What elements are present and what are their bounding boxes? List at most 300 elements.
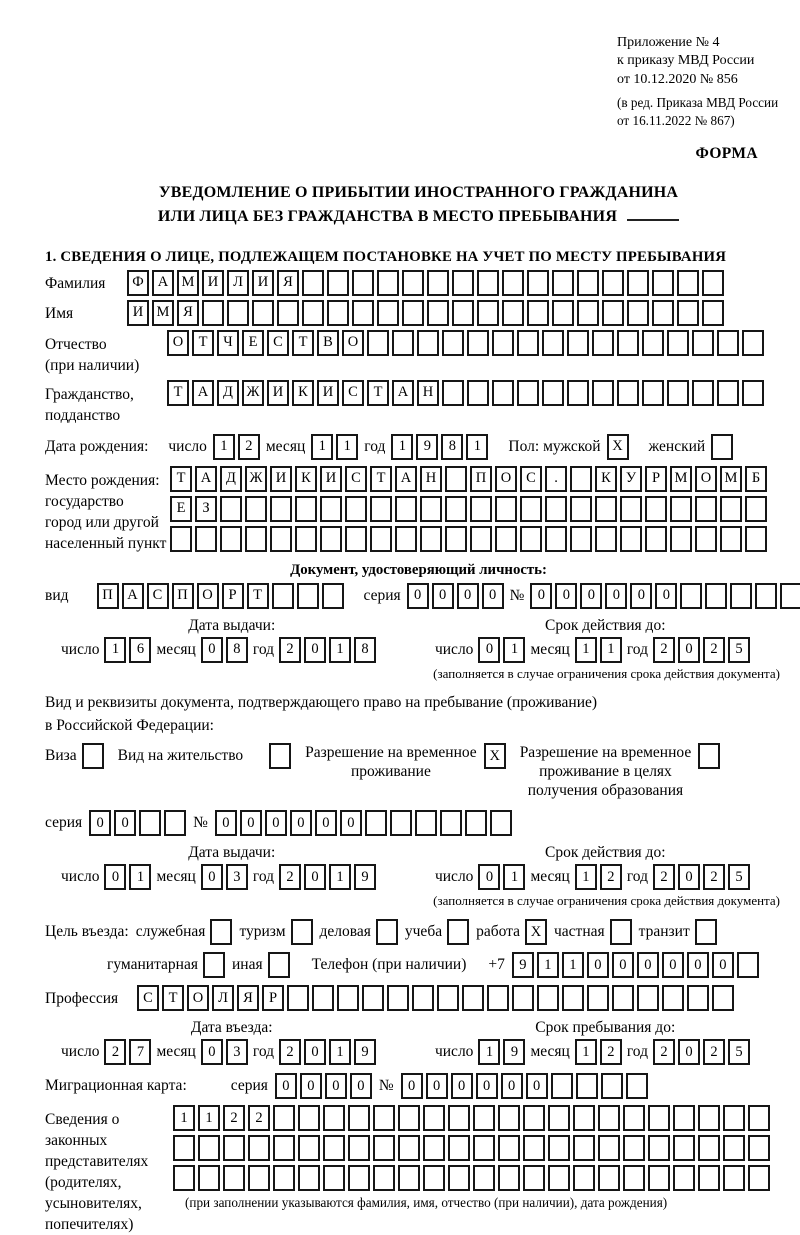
birth-place-row3-input-cell-6[interactable]	[295, 526, 317, 552]
temp-residence-education-checkbox[interactable]	[698, 743, 720, 769]
purpose-private-checkbox-cell-1[interactable]	[610, 919, 632, 945]
citizenship-input-cell-21[interactable]	[667, 380, 689, 406]
birth-place-row3-input-cell-18[interactable]	[595, 526, 617, 552]
birth-place-row1-input-cell-1[interactable]: Т	[170, 466, 192, 492]
entry-year-input-cell-2[interactable]: 0	[304, 1039, 326, 1065]
birth-day-input-cell-1[interactable]: 1	[213, 434, 235, 460]
birth-place-row2-input-cell-24[interactable]	[745, 496, 767, 522]
permit-valid-year-input-cell-3[interactable]: 2	[703, 864, 725, 890]
doc-valid-year-input-cell-1[interactable]: 2	[653, 637, 675, 663]
birth-place-row1-input-cell-14[interactable]: О	[495, 466, 517, 492]
patronymic-input-cell-24[interactable]	[742, 330, 764, 356]
residence-permit-checkbox-cell-1[interactable]	[269, 743, 291, 769]
birth-place-row1-input-cell-15[interactable]: С	[520, 466, 542, 492]
birth-place-row1-input[interactable]	[170, 466, 767, 492]
representatives-row3-input-cell-13[interactable]	[473, 1165, 495, 1191]
representatives-row1-input-cell-6[interactable]	[298, 1105, 320, 1131]
citizenship-input-cell-23[interactable]	[717, 380, 739, 406]
birth-place-row3-input-cell-11[interactable]	[420, 526, 442, 552]
birth-place-row2-input-cell-16[interactable]	[545, 496, 567, 522]
doc-number-input-cell-1[interactable]: 0	[530, 583, 552, 609]
surname-input-cell-14[interactable]	[452, 270, 474, 296]
representatives-row2-input-cell-8[interactable]	[348, 1135, 370, 1161]
doc-valid-day-input-cell-2[interactable]: 1	[503, 637, 525, 663]
stay-day-input[interactable]	[478, 1039, 525, 1065]
given-name-input-cell-5[interactable]	[227, 300, 249, 326]
male-checkbox-cell-1[interactable]: X	[607, 434, 629, 460]
entry-day-input-cell-2[interactable]: 7	[129, 1039, 151, 1065]
doc-issue-month-input-cell-2[interactable]: 8	[226, 637, 248, 663]
doc-type-input-cell-4[interactable]: П	[172, 583, 194, 609]
phone-input-cell-5[interactable]: 0	[612, 952, 634, 978]
surname-input-cell-23[interactable]	[677, 270, 699, 296]
permit-issue-month-input-cell-1[interactable]: 0	[201, 864, 223, 890]
surname-input-cell-2[interactable]: А	[152, 270, 174, 296]
doc-valid-year-input-cell-2[interactable]: 0	[678, 637, 700, 663]
representatives-row3-input-cell-12[interactable]	[448, 1165, 470, 1191]
permit-number-input-cell-6[interactable]: 0	[340, 810, 362, 836]
surname-input-cell-9[interactable]	[327, 270, 349, 296]
purpose-humanitarian-checkbox[interactable]	[203, 952, 225, 978]
profession-input-cell-7[interactable]	[287, 985, 309, 1011]
citizenship-input-cell-8[interactable]: С	[342, 380, 364, 406]
representatives-row2-input-cell-4[interactable]	[248, 1135, 270, 1161]
birth-place-row2-input-cell-10[interactable]	[395, 496, 417, 522]
representatives-row2-input-cell-9[interactable]	[373, 1135, 395, 1161]
patronymic-input-cell-6[interactable]: Т	[292, 330, 314, 356]
birth-place-row2-input-cell-18[interactable]	[595, 496, 617, 522]
patronymic-input-cell-4[interactable]: Е	[242, 330, 264, 356]
migration-number-input-cell-5[interactable]: 0	[501, 1073, 523, 1099]
surname-input-cell-22[interactable]	[652, 270, 674, 296]
patronymic-input-cell-23[interactable]	[717, 330, 739, 356]
given-name-input-cell-20[interactable]	[602, 300, 624, 326]
doc-issue-day-input-cell-1[interactable]: 1	[104, 637, 126, 663]
representatives-row3-input-cell-3[interactable]	[223, 1165, 245, 1191]
representatives-row1-input-cell-18[interactable]	[598, 1105, 620, 1131]
birth-place-row1-input-cell-6[interactable]: К	[295, 466, 317, 492]
birth-place-row1-input-cell-23[interactable]: М	[720, 466, 742, 492]
birth-place-row2-input-cell-11[interactable]	[420, 496, 442, 522]
representatives-row3-input-cell-7[interactable]	[323, 1165, 345, 1191]
given-name-input-cell-15[interactable]	[477, 300, 499, 326]
birth-place-row1-input-cell-13[interactable]: П	[470, 466, 492, 492]
doc-valid-month-input-cell-2[interactable]: 1	[600, 637, 622, 663]
migration-number-input-cell-1[interactable]: 0	[401, 1073, 423, 1099]
entry-month-input-cell-2[interactable]: 3	[226, 1039, 248, 1065]
entry-month-input[interactable]	[201, 1039, 248, 1065]
patronymic-input-cell-8[interactable]: О	[342, 330, 364, 356]
birth-place-row2-input-cell-17[interactable]	[570, 496, 592, 522]
birth-place-row2-input-cell-2[interactable]: З	[195, 496, 217, 522]
patronymic-input-cell-22[interactable]	[692, 330, 714, 356]
surname-input-cell-16[interactable]	[502, 270, 524, 296]
doc-type-input-cell-2[interactable]: А	[122, 583, 144, 609]
representatives-row1-input-cell-9[interactable]	[373, 1105, 395, 1131]
purpose-transit-checkbox[interactable]	[695, 919, 717, 945]
representatives-row1-input-cell-10[interactable]	[398, 1105, 420, 1131]
permit-number-input-cell-5[interactable]: 0	[315, 810, 337, 836]
birth-place-row2-input-cell-1[interactable]: Е	[170, 496, 192, 522]
birth-place-row2-input-cell-13[interactable]	[470, 496, 492, 522]
birth-place-row3-input-cell-12[interactable]	[445, 526, 467, 552]
permit-valid-month-input-cell-2[interactable]: 2	[600, 864, 622, 890]
representatives-row1-input-cell-8[interactable]	[348, 1105, 370, 1131]
female-checkbox-cell-1[interactable]	[711, 434, 733, 460]
profession-input-cell-18[interactable]	[562, 985, 584, 1011]
profession-input-cell-20[interactable]	[612, 985, 634, 1011]
representatives-row2-input-cell-6[interactable]	[298, 1135, 320, 1161]
surname-input-cell-12[interactable]	[402, 270, 424, 296]
permit-series-input-cell-4[interactable]	[164, 810, 186, 836]
birth-place-row1-input-cell-21[interactable]: М	[670, 466, 692, 492]
patronymic-input[interactable]	[167, 330, 764, 356]
stay-year-input-cell-4[interactable]: 5	[728, 1039, 750, 1065]
migration-number-input[interactable]	[401, 1073, 648, 1099]
representatives-row2-input-cell-13[interactable]	[473, 1135, 495, 1161]
representatives-row1-input-cell-15[interactable]	[523, 1105, 545, 1131]
citizenship-input[interactable]	[167, 380, 764, 406]
purpose-work-checkbox-cell-1[interactable]: X	[525, 919, 547, 945]
phone-input[interactable]	[512, 952, 759, 978]
representatives-row2-input-cell-7[interactable]	[323, 1135, 345, 1161]
birth-place-row2-input-cell-19[interactable]	[620, 496, 642, 522]
purpose-transit-checkbox-cell-1[interactable]	[695, 919, 717, 945]
temp-residence-checkbox[interactable]	[484, 743, 506, 769]
surname-input-cell-13[interactable]	[427, 270, 449, 296]
birth-place-row1-input-cell-11[interactable]: Н	[420, 466, 442, 492]
stay-year-input-cell-2[interactable]: 0	[678, 1039, 700, 1065]
permit-number-input-cell-12[interactable]	[490, 810, 512, 836]
permit-number-input-cell-10[interactable]	[440, 810, 462, 836]
representatives-row1-input-cell-24[interactable]	[748, 1105, 770, 1131]
doc-issue-year-input-cell-1[interactable]: 2	[279, 637, 301, 663]
representatives-row1-input-cell-1[interactable]: 1	[173, 1105, 195, 1131]
permit-number-input-cell-11[interactable]	[465, 810, 487, 836]
doc-issue-day-input[interactable]	[104, 637, 151, 663]
permit-issue-year-input[interactable]	[279, 864, 376, 890]
doc-number-input-cell-6[interactable]: 0	[655, 583, 677, 609]
birth-month-input-cell-2[interactable]: 1	[336, 434, 358, 460]
migration-series-input[interactable]	[275, 1073, 372, 1099]
representatives-row3-input-cell-18[interactable]	[598, 1165, 620, 1191]
representatives-row3-input-cell-23[interactable]	[723, 1165, 745, 1191]
given-name-input-cell-22[interactable]	[652, 300, 674, 326]
citizenship-input-cell-13[interactable]	[467, 380, 489, 406]
given-name-input-cell-18[interactable]	[552, 300, 574, 326]
migration-series-input-cell-1[interactable]: 0	[275, 1073, 297, 1099]
birth-place-row2-input-cell-7[interactable]	[320, 496, 342, 522]
entry-year-input[interactable]	[279, 1039, 376, 1065]
birth-place-row1-input-cell-5[interactable]: И	[270, 466, 292, 492]
surname-input-cell-24[interactable]	[702, 270, 724, 296]
birth-month-input[interactable]	[311, 434, 358, 460]
citizenship-input-cell-3[interactable]: Д	[217, 380, 239, 406]
surname-input-cell-19[interactable]	[577, 270, 599, 296]
permit-valid-day-input-cell-2[interactable]: 1	[503, 864, 525, 890]
citizenship-input-cell-9[interactable]: Т	[367, 380, 389, 406]
doc-valid-day-input[interactable]	[478, 637, 525, 663]
representatives-row3-input-cell-21[interactable]	[673, 1165, 695, 1191]
given-name-input-cell-3[interactable]: Я	[177, 300, 199, 326]
birth-place-row3-input[interactable]	[170, 526, 767, 552]
representatives-row3-input-cell-1[interactable]	[173, 1165, 195, 1191]
representatives-row1-input-cell-4[interactable]: 2	[248, 1105, 270, 1131]
representatives-row1-input-cell-17[interactable]	[573, 1105, 595, 1131]
given-name-input-cell-8[interactable]	[302, 300, 324, 326]
patronymic-input-cell-21[interactable]	[667, 330, 689, 356]
birth-day-input-cell-2[interactable]: 2	[238, 434, 260, 460]
migration-series-input-cell-4[interactable]: 0	[350, 1073, 372, 1099]
profession-input-cell-3[interactable]: О	[187, 985, 209, 1011]
representatives-row3-input-cell-2[interactable]	[198, 1165, 220, 1191]
representatives-row1-input[interactable]	[173, 1105, 770, 1131]
phone-input-cell-10[interactable]	[737, 952, 759, 978]
permit-number-input-cell-3[interactable]: 0	[265, 810, 287, 836]
representatives-row2-input-cell-12[interactable]	[448, 1135, 470, 1161]
patronymic-input-cell-13[interactable]	[467, 330, 489, 356]
citizenship-input-cell-14[interactable]	[492, 380, 514, 406]
entry-year-input-cell-3[interactable]: 1	[329, 1039, 351, 1065]
citizenship-input-cell-24[interactable]	[742, 380, 764, 406]
representatives-row2-input-cell-23[interactable]	[723, 1135, 745, 1161]
permit-number-input-cell-8[interactable]	[390, 810, 412, 836]
doc-issue-year-input-cell-2[interactable]: 0	[304, 637, 326, 663]
patronymic-input-cell-7[interactable]: В	[317, 330, 339, 356]
patronymic-input-cell-5[interactable]: С	[267, 330, 289, 356]
birth-place-row1-input-cell-12[interactable]	[445, 466, 467, 492]
doc-valid-year-input[interactable]	[653, 637, 750, 663]
permit-issue-month-input-cell-2[interactable]: 3	[226, 864, 248, 890]
permit-issue-year-input-cell-2[interactable]: 0	[304, 864, 326, 890]
birth-place-row1-input-cell-24[interactable]: Б	[745, 466, 767, 492]
surname-input-cell-5[interactable]: Л	[227, 270, 249, 296]
given-name-input-cell-14[interactable]	[452, 300, 474, 326]
permit-valid-year-input-cell-4[interactable]: 5	[728, 864, 750, 890]
migration-series-input-cell-2[interactable]: 0	[300, 1073, 322, 1099]
surname-input-cell-6[interactable]: И	[252, 270, 274, 296]
phone-input-cell-4[interactable]: 0	[587, 952, 609, 978]
purpose-official-checkbox-cell-1[interactable]	[210, 919, 232, 945]
given-name-input-cell-24[interactable]	[702, 300, 724, 326]
purpose-humanitarian-checkbox-cell-1[interactable]	[203, 952, 225, 978]
profession-input-cell-6[interactable]: Р	[262, 985, 284, 1011]
birth-place-row3-input-cell-21[interactable]	[670, 526, 692, 552]
representatives-row2-input-cell-20[interactable]	[648, 1135, 670, 1161]
given-name-input-cell-1[interactable]: И	[127, 300, 149, 326]
representatives-row2-input-cell-22[interactable]	[698, 1135, 720, 1161]
patronymic-input-cell-18[interactable]	[592, 330, 614, 356]
citizenship-input-cell-19[interactable]	[617, 380, 639, 406]
surname-input-cell-8[interactable]	[302, 270, 324, 296]
birth-place-row3-input-cell-17[interactable]	[570, 526, 592, 552]
entry-day-input-cell-1[interactable]: 2	[104, 1039, 126, 1065]
profession-input-cell-23[interactable]	[687, 985, 709, 1011]
representatives-row2-input-cell-21[interactable]	[673, 1135, 695, 1161]
birth-month-input-cell-1[interactable]: 1	[311, 434, 333, 460]
permit-issue-day-input[interactable]	[104, 864, 151, 890]
birth-place-row3-input-cell-7[interactable]	[320, 526, 342, 552]
birth-place-row3-input-cell-8[interactable]	[345, 526, 367, 552]
representatives-row1-input-cell-16[interactable]	[548, 1105, 570, 1131]
stay-year-input-cell-3[interactable]: 2	[703, 1039, 725, 1065]
birth-place-row3-input-cell-3[interactable]	[220, 526, 242, 552]
purpose-other-checkbox[interactable]	[268, 952, 290, 978]
birth-year-input-cell-1[interactable]: 1	[391, 434, 413, 460]
purpose-study-checkbox-cell-1[interactable]	[447, 919, 469, 945]
citizenship-input-cell-17[interactable]	[567, 380, 589, 406]
residence-permit-checkbox[interactable]	[269, 743, 291, 769]
given-name-input-cell-21[interactable]	[627, 300, 649, 326]
citizenship-input-cell-7[interactable]: И	[317, 380, 339, 406]
representatives-row3-input-cell-4[interactable]	[248, 1165, 270, 1191]
representatives-row2-input-cell-24[interactable]	[748, 1135, 770, 1161]
permit-number-input-cell-7[interactable]	[365, 810, 387, 836]
birth-year-input-cell-4[interactable]: 1	[466, 434, 488, 460]
citizenship-input-cell-22[interactable]	[692, 380, 714, 406]
birth-place-row2-input-cell-14[interactable]	[495, 496, 517, 522]
profession-input-cell-5[interactable]: Я	[237, 985, 259, 1011]
birth-place-row1-input-cell-22[interactable]: О	[695, 466, 717, 492]
doc-type-input-cell-6[interactable]: Р	[222, 583, 244, 609]
representatives-row1-input-cell-22[interactable]	[698, 1105, 720, 1131]
representatives-row3-input-cell-6[interactable]	[298, 1165, 320, 1191]
profession-input[interactable]	[137, 985, 734, 1011]
doc-issue-year-input-cell-4[interactable]: 8	[354, 637, 376, 663]
doc-number-input-cell-2[interactable]: 0	[555, 583, 577, 609]
birth-place-row1-input-cell-2[interactable]: А	[195, 466, 217, 492]
citizenship-input-cell-20[interactable]	[642, 380, 664, 406]
permit-number-input-cell-1[interactable]: 0	[215, 810, 237, 836]
given-name-input-cell-16[interactable]	[502, 300, 524, 326]
representatives-row3-input-cell-15[interactable]	[523, 1165, 545, 1191]
surname-input-cell-11[interactable]	[377, 270, 399, 296]
profession-input-cell-9[interactable]	[337, 985, 359, 1011]
patronymic-input-cell-1[interactable]: О	[167, 330, 189, 356]
doc-number-input-cell-8[interactable]	[705, 583, 727, 609]
birth-place-row3-input-cell-19[interactable]	[620, 526, 642, 552]
purpose-other-checkbox-cell-1[interactable]	[268, 952, 290, 978]
phone-input-cell-8[interactable]: 0	[687, 952, 709, 978]
female-checkbox[interactable]	[711, 434, 733, 460]
patronymic-input-cell-11[interactable]	[417, 330, 439, 356]
representatives-row1-input-cell-2[interactable]: 1	[198, 1105, 220, 1131]
given-name-input-cell-11[interactable]	[377, 300, 399, 326]
representatives-row1-input-cell-23[interactable]	[723, 1105, 745, 1131]
birth-place-row3-input-cell-22[interactable]	[695, 526, 717, 552]
entry-day-input[interactable]	[104, 1039, 151, 1065]
citizenship-input-cell-4[interactable]: Ж	[242, 380, 264, 406]
migration-number-input-cell-7[interactable]	[551, 1073, 573, 1099]
birth-place-row1-input-cell-19[interactable]: У	[620, 466, 642, 492]
surname-input-cell-17[interactable]	[527, 270, 549, 296]
doc-type-input-cell-1[interactable]: П	[97, 583, 119, 609]
representatives-row3-input-cell-24[interactable]	[748, 1165, 770, 1191]
birth-place-row3-input-cell-1[interactable]	[170, 526, 192, 552]
citizenship-input-cell-1[interactable]: Т	[167, 380, 189, 406]
birth-place-row3-input-cell-10[interactable]	[395, 526, 417, 552]
migration-number-input-cell-2[interactable]: 0	[426, 1073, 448, 1099]
birth-place-row2-input-cell-12[interactable]	[445, 496, 467, 522]
permit-valid-month-input-cell-1[interactable]: 1	[575, 864, 597, 890]
surname-input-cell-21[interactable]	[627, 270, 649, 296]
stay-year-input-cell-1[interactable]: 2	[653, 1039, 675, 1065]
purpose-private-checkbox[interactable]	[610, 919, 632, 945]
birth-place-row1-input-cell-10[interactable]: А	[395, 466, 417, 492]
doc-issue-day-input-cell-2[interactable]: 6	[129, 637, 151, 663]
stay-day-input-cell-2[interactable]: 9	[503, 1039, 525, 1065]
entry-month-input-cell-1[interactable]: 0	[201, 1039, 223, 1065]
migration-number-input-cell-9[interactable]	[601, 1073, 623, 1099]
doc-series-input-cell-3[interactable]: 0	[457, 583, 479, 609]
birth-place-row2-input-cell-20[interactable]	[645, 496, 667, 522]
migration-number-input-cell-6[interactable]: 0	[526, 1073, 548, 1099]
representatives-row1-input-cell-21[interactable]	[673, 1105, 695, 1131]
representatives-row3-input-cell-20[interactable]	[648, 1165, 670, 1191]
doc-series-input-cell-4[interactable]: 0	[482, 583, 504, 609]
patronymic-input-cell-9[interactable]	[367, 330, 389, 356]
patronymic-input-cell-12[interactable]	[442, 330, 464, 356]
given-name-input-cell-13[interactable]	[427, 300, 449, 326]
profession-input-cell-14[interactable]	[462, 985, 484, 1011]
permit-valid-year-input-cell-1[interactable]: 2	[653, 864, 675, 890]
stay-month-input-cell-1[interactable]: 1	[575, 1039, 597, 1065]
representatives-row1-input-cell-11[interactable]	[423, 1105, 445, 1131]
representatives-row1-input-cell-13[interactable]	[473, 1105, 495, 1131]
birth-place-row2-input-cell-8[interactable]	[345, 496, 367, 522]
representatives-row1-input-cell-14[interactable]	[498, 1105, 520, 1131]
purpose-work-checkbox[interactable]	[525, 919, 547, 945]
doc-type-input-cell-8[interactable]	[272, 583, 294, 609]
doc-series-input-cell-1[interactable]: 0	[407, 583, 429, 609]
surname-input-cell-1[interactable]: Ф	[127, 270, 149, 296]
doc-type-input-cell-5[interactable]: О	[197, 583, 219, 609]
representatives-row2-input-cell-15[interactable]	[523, 1135, 545, 1161]
citizenship-input-cell-10[interactable]: А	[392, 380, 414, 406]
phone-input-cell-2[interactable]: 1	[537, 952, 559, 978]
permit-issue-month-input[interactable]	[201, 864, 248, 890]
entry-year-input-cell-4[interactable]: 9	[354, 1039, 376, 1065]
doc-type-input-cell-7[interactable]: Т	[247, 583, 269, 609]
representatives-row1-input-cell-19[interactable]	[623, 1105, 645, 1131]
given-name-input-cell-2[interactable]: М	[152, 300, 174, 326]
permit-number-input-cell-9[interactable]	[415, 810, 437, 836]
representatives-row3-input-cell-22[interactable]	[698, 1165, 720, 1191]
temp-residence-checkbox-cell-1[interactable]: X	[484, 743, 506, 769]
phone-input-cell-6[interactable]: 0	[637, 952, 659, 978]
doc-number-input-cell-7[interactable]	[680, 583, 702, 609]
purpose-study-checkbox[interactable]	[447, 919, 469, 945]
birth-day-input[interactable]	[213, 434, 260, 460]
phone-input-cell-3[interactable]: 1	[562, 952, 584, 978]
phone-input-cell-7[interactable]: 0	[662, 952, 684, 978]
profession-input-cell-17[interactable]	[537, 985, 559, 1011]
birth-place-row2-input-cell-23[interactable]	[720, 496, 742, 522]
purpose-business-checkbox[interactable]	[376, 919, 398, 945]
patronymic-input-cell-15[interactable]	[517, 330, 539, 356]
stay-day-input-cell-1[interactable]: 1	[478, 1039, 500, 1065]
birth-place-row2-input-cell-3[interactable]	[220, 496, 242, 522]
patronymic-input-cell-16[interactable]	[542, 330, 564, 356]
birth-place-row3-input-cell-15[interactable]	[520, 526, 542, 552]
citizenship-input-cell-16[interactable]	[542, 380, 564, 406]
profession-input-cell-2[interactable]: Т	[162, 985, 184, 1011]
representatives-row2-input-cell-10[interactable]	[398, 1135, 420, 1161]
profession-input-cell-11[interactable]	[387, 985, 409, 1011]
permit-issue-year-input-cell-4[interactable]: 9	[354, 864, 376, 890]
surname-input-cell-20[interactable]	[602, 270, 624, 296]
patronymic-input-cell-2[interactable]: Т	[192, 330, 214, 356]
